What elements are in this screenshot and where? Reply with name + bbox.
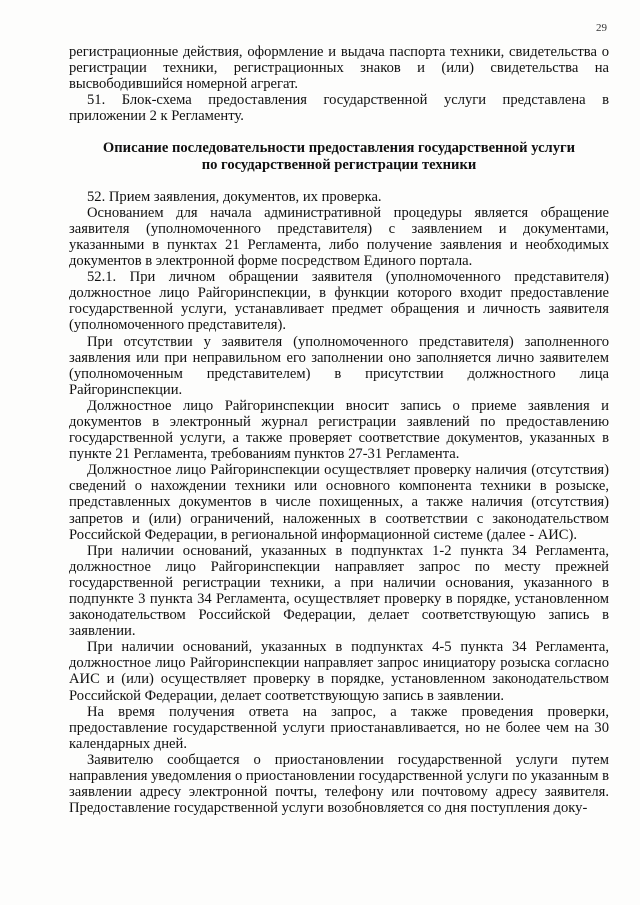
paragraph-search-check: Должностное лицо Райгоринспекции осуществляет проверку наличия (отсутствия) сведений о нахождении техники или основного компонента техники в розыске, представленных документов в числе похищенных, а также наличия (отсутствия) запретов и (или) ограничений, наложенных в соответствии с законодательством Российской Федерации, в региональной информационной системе (далее - АИС). xyxy=(69,462,609,543)
paragraph-journal-entry: Должностное лицо Райгоринспекции вносит запись о приеме заявления и документов в электронный журнал регистрации заявлений по предоставлению государственной услуги, а также проверяет соответствие документов, указанных в пункте 21 Регламента, требованиям пунктов 27-31 Регламента. xyxy=(69,397,609,463)
paragraph-no-application: При отсутствии у заявителя (уполномоченного представителя) заполненного заявления или при неправильном его заполнении оно заполняется лично заявителем (уполномоченным представителем) в присутствии должностного лица Райгоринспекции. xyxy=(69,333,609,398)
paragraph-notification: Заявителю сообщается о приостановлении государственной услуги путем направления уведомления о приостановлении государственной услуги по указанным в заявлении адресу электронной почты, телефону или почтовому адресу заявителя. Предоставление государственной услуги возобновляется со дня поступления доку- xyxy=(69,751,609,817)
paragraph-grounds-1-3: При наличии оснований, указанных в подпунктах 1-2 пункта 34 Регламента, должностное лицо Райгоринспекции направляет запрос по месту прежней государственной регистрации техники, а при наличии основания, указанного в подпункте 3 пункта 34 Регламента, осуществляет проверку в порядке, установленном законодательством Российской Федерации, делает соответствующую запись в заявлении. xyxy=(69,542,609,640)
heading-line-1: Описание последовательности предоставления государственной услуги xyxy=(102,140,576,157)
heading-line-2: по государственной регистрации техники xyxy=(201,156,477,173)
paragraph-suspension: На время получения ответа на запрос, а также проведения проверки, предоставление государственной услуги приостанавливается, но не более чем на 30 календарных дней. xyxy=(69,703,609,752)
section-heading xyxy=(69,140,609,172)
paragraph-continuation: регистрационные действия, оформление и выдача паспорта техники, свидетельства о регистрации техники, регистрационных знаков и (или) свидетельства на высвободившийся номерной агрегат. xyxy=(69,44,609,93)
page-number: 29 xyxy=(596,22,607,34)
paragraph-grounds-4-5: При наличии оснований, указанных в подпунктах 4-5 пункта 34 Регламента, должностное лицо Райгоринспекции направляет запрос инициатору розыска согласно АИС и (или) осуществляет проверку в порядке, установленном законодательством Российской Федерации, делает соответствующую запись в заявлении. xyxy=(69,639,609,704)
document-body xyxy=(69,44,609,816)
paragraph-52-1: 52.1. При личном обращении заявителя (уполномоченного представителя) должностное лицо Райгоринспекции, в функции которого входит предоставление государственной услуги, устанавливает предмет обращения и личность заявителя (уполномоченного представителя). xyxy=(69,269,609,334)
paragraph-52: 52. Прием заявления, документов, их проверка. xyxy=(87,188,382,205)
paragraph-51: 51. Блок-схема предоставления государственной услуги представлена в приложении 2 к Регламенту. xyxy=(69,92,609,125)
paragraph-basis: Основанием для начала административной процедуры является обращение заявителя (уполномоченного представителя) с заявлением и документами, указанными в пунктах 21 Регламента, либо получение заявления и необходимых документов в электронной форме посредством Единого портала. xyxy=(69,204,609,270)
